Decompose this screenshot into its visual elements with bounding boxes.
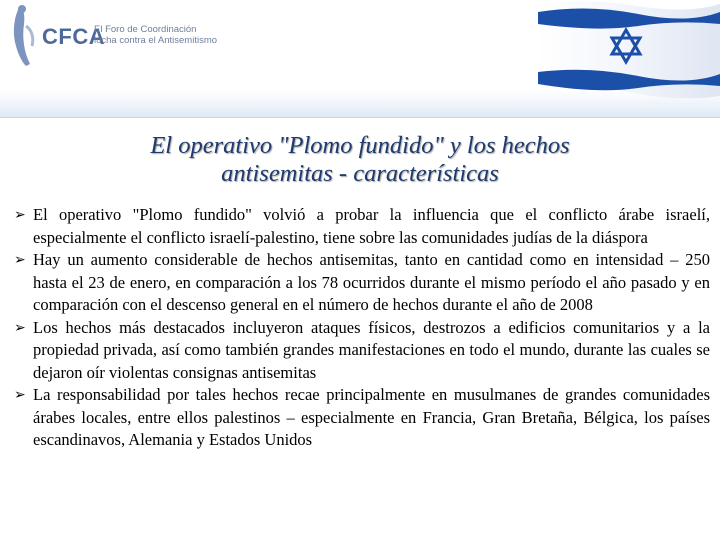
israel-flag-icon — [528, 0, 720, 100]
arrow-bullet-icon: ➢ — [14, 252, 26, 268]
bullet-text: El operativo "Plomo fundido" volvió a probar la influencia que el conflicto árabe israelí, especialmente el conflicto israelí-palestino, tiene sobre las comunidades judías de la diáspora — [33, 205, 710, 247]
bullet-text: Los hechos más destacados incluyeron ataques físicos, destrozos a edificios comunitarios y a la propiedad privada, así como también grandes manifestaciones en todo el mundo, durante las cuales se dejaron oír violentas consignas antisemitas — [33, 317, 710, 382]
slide-header — [0, 0, 720, 118]
cfca-figure-icon — [6, 2, 40, 68]
bullet-list — [14, 204, 710, 452]
logo-subtitle-line1: El Foro de Coordinación — [94, 24, 197, 35]
arrow-bullet-icon: ➢ — [14, 319, 26, 336]
header-divider — [0, 117, 720, 118]
logo-subtitle — [94, 24, 254, 46]
bullet-item — [14, 317, 710, 385]
logo-subtitle-line2: lucha contra el Antisemitismo — [94, 35, 218, 46]
logo-abbreviation: CFCA — [42, 24, 106, 49]
bullet-text: Hay un aumento considerable de hechos antisemitas, tanto en cantidad como en intensidad – 250 hasta el 23 de enero, en comparación a los 78 ocurridos durante el mismo período el año pasado y en comparación con el descenso general en el número de hechos durante el año de 2008 — [33, 250, 710, 314]
slide-title-line1: El operativo "Plomo fundido" y los hechos — [150, 132, 570, 159]
arrow-bullet-icon: ➢ — [14, 387, 26, 403]
slide-title-line2: antisemitas - características — [221, 160, 499, 187]
bullet-item — [14, 249, 710, 317]
slide-title — [0, 132, 720, 188]
cfca-logo — [6, 2, 256, 72]
bullet-item — [14, 204, 710, 249]
bullet-text: La responsabilidad por tales hechos recae principalmente en musulmanes de grandes comunidades árabes locales, entre ellos palestinos – especialmente en Francia, Gran Bretaña, Bélgica, los países escandinavos, Alemania y Estados Unidos — [33, 385, 710, 449]
arrow-bullet-icon: ➢ — [14, 207, 26, 223]
bullet-item — [14, 384, 710, 452]
